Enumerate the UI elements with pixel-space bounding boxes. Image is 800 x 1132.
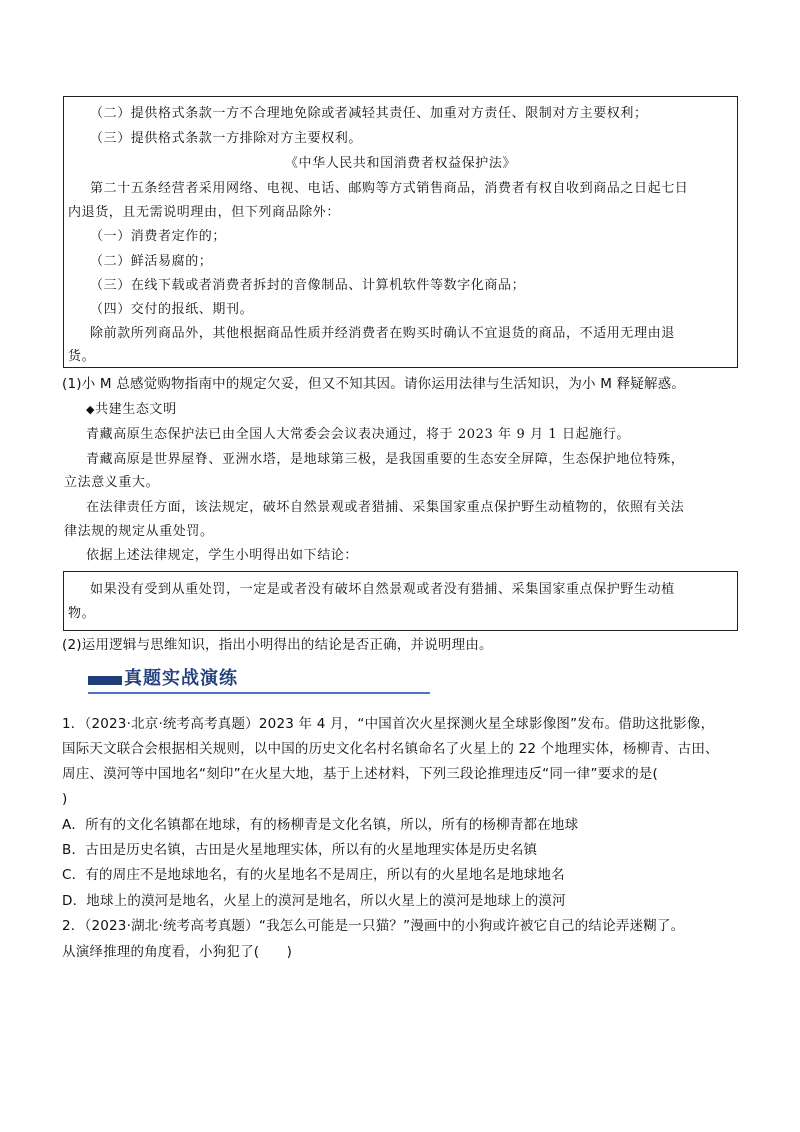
tail-clause-line-1: 除前款所列商品外，其他根据商品性质并经消费者在购买时确认不宜退货的商品，不适用无理由退 — [90, 326, 675, 341]
legal-excerpt-box — [63, 96, 738, 368]
exercise-1-line-2: 国际天文联合会根据相关规则，以中国的历史文化名村名镇命名了火星上的 22 个地理实体，杨柳青、古田、 — [62, 741, 719, 757]
article-25-line-1: 第二十五条经营者采用网络、电视、电话、邮购等方式销售商品，消费者有权自收到商品之日起七日 — [90, 181, 689, 196]
exception-item-2: （二）鲜活易腐的； — [90, 254, 213, 269]
banner-title: 真题实战演练 — [124, 668, 238, 689]
exercise-1-option-a: A．所有的文化名镇都在地球，有的杨柳青是文化名镇，所以，所有的杨柳青都在地球 — [62, 817, 579, 833]
diamond-bullet-icon: ◆ — [86, 403, 96, 416]
section-heading — [86, 402, 177, 418]
tail-clause-line-2: 货。 — [68, 349, 96, 364]
exercise-2-line-1: 2．（2023·湖北·统考高考真题）“我怎么可能是一只猫？”漫画中的小狗或许被它自己的结论弄迷糊了。 — [62, 918, 685, 934]
exception-item-3: （三）在线下载或者消费者拆封的音像制品、计算机软件等数字化商品； — [90, 278, 526, 293]
exception-item-1: （一）消费者定作的； — [90, 229, 227, 244]
exercise-1-line-1: 1．（2023·北京·统考高考真题）2023 年 4 月，“中国首次火星探测火星全球影像图”发布。借助这批影像， — [62, 716, 715, 732]
section-para-3-line-2: 律法规的规定从重处罚。 — [64, 524, 214, 539]
section-para-2-line-1: 青藏高原是世界屋脊、亚洲水塔，是地球第三极，是我国重要的生态安全屏障，生态保护地位特殊， — [86, 452, 685, 467]
exercise-1-line-3: 周庄、漠河等中国地名“刻印”在火星大地，基于上述材料，下列三段论推理违反“同一律”要求的是( — [62, 766, 658, 782]
exercise-1-option-d: D．地球上的漠河是地名，火星上的漠河是地名，所以火星上的漠河是地球上的漠河 — [62, 893, 566, 909]
exercise-2-line-2: 从演绎推理的角度看，小狗犯了( ) — [62, 944, 293, 960]
article-25-line-2: 内退货，且无需说明理由，但下列商品除外： — [68, 205, 341, 220]
question-1: (1)小 M 总感觉购物指南中的规定欠妥，但又不知其因。请你运用法律与生活知识，为小 M 释疑解惑。 — [62, 376, 686, 392]
section-para-3-line-1: 在法律责任方面，该法规定，破坏自然景观或者猎捕、采集国家重点保护野生动植物的，依照有关法 — [86, 500, 685, 515]
section-heading-text: 共建生态文明 — [95, 402, 177, 417]
exercise-1-option-b: B．古田是历史名镇，古田是火星地理实体，所以有的火星地理实体是历史名镇 — [62, 842, 538, 858]
law-title: 《中华人民共和国消费者权益保护法》 — [284, 156, 517, 171]
exception-item-4: （四）交付的报纸、期刊。 — [90, 302, 254, 317]
section-para-1: 青藏高原生态保护法已由全国人大常委会会议表决通过，将于 2023 年 9 月 1 日起施行。 — [86, 427, 631, 442]
exercise-1-line-4: ) — [62, 791, 68, 807]
conclusion-box — [63, 571, 738, 631]
section-para-4: 依据上述法律规定，学生小明得出如下结论： — [86, 548, 359, 563]
section-banner — [88, 668, 430, 694]
conclusion-line-2: 物。 — [68, 606, 96, 621]
section-para-2-line-2: 立法意义重大。 — [64, 475, 160, 490]
banner-bar — [88, 676, 122, 685]
conclusion-line-1: 如果没有受到从重处罚，一定是或者没有破坏自然景观或者没有猎捕、采集国家重点保护野生动植 — [90, 582, 675, 597]
exercise-1-option-c: C．有的周庄不是地球地名，有的火星地名不是周庄，所以有的火星地名是地球地名 — [62, 867, 565, 883]
clause-2: （二）提供格式条款一方不合理地免除或者减轻其责任、加重对方责任、限制对方主要权利； — [90, 106, 648, 121]
clause-3: （三）提供格式条款一方排除对方主要权利。 — [90, 131, 363, 146]
question-2: (2)运用逻辑与思维知识，指出小明得出的结论是否正确，并说明理由。 — [62, 637, 493, 653]
banner-underline — [88, 692, 430, 694]
